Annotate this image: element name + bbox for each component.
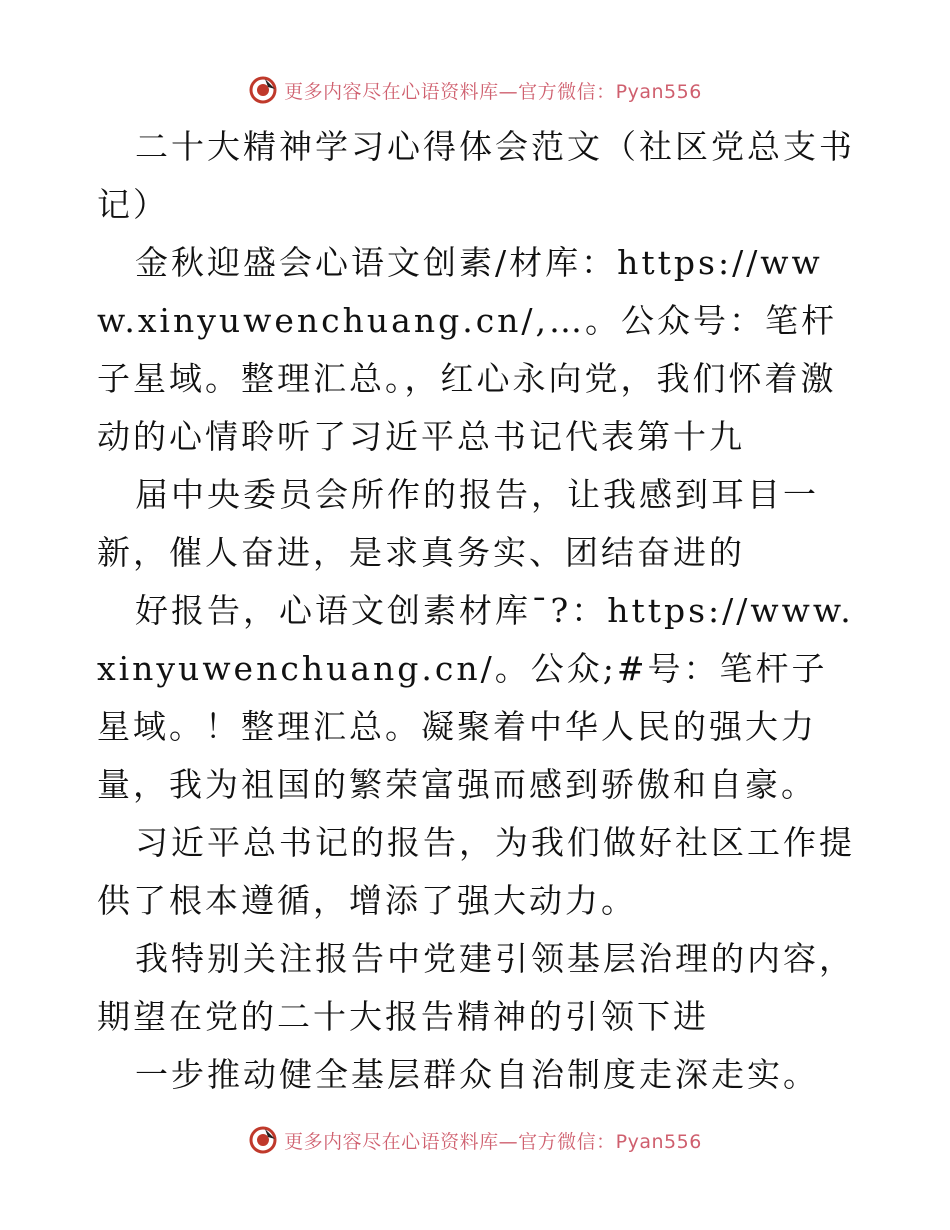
paragraph-4: 习近平总书记的报告，为我们做好社区工作提供了根本遵循，增添了强大动力。 bbox=[97, 823, 855, 920]
paragraph-1: 金秋迎盛会心语文创素/材库：https://www.xinyuwenchuang.cn/,…。公众号：笔杆子星域。整理汇总。，红心永向党，我们怀着激动的心情聆听了习近平总书记代表第十九 bbox=[97, 243, 838, 456]
paragraph-6: 一步推动健全基层群众自治制度走深走实。 bbox=[135, 1055, 819, 1094]
paragraph-3: 好报告，心语文创素材库¯?：https://www.xinyuwenchuang.cn/。公众;#号：笔杆子星域。！整理汇总。凝聚着中华人民的强大力量，我为祖国的繁荣富强而感到骄傲和自豪。 bbox=[97, 591, 854, 804]
brand-logo-icon bbox=[248, 1125, 278, 1155]
document-body bbox=[97, 118, 857, 1104]
footer-banner bbox=[0, 1120, 950, 1160]
footer-banner-text: 更多内容尽在心语资料库—官方微信：Pyan556 bbox=[284, 1130, 702, 1153]
header-banner-text: 更多内容尽在心语资料库—官方微信：Pyan556 bbox=[284, 80, 702, 103]
header-banner bbox=[0, 70, 950, 110]
document-title: 二十大精神学习心得体会范文（社区党总支书记） bbox=[97, 127, 855, 224]
paragraph-5: 我特别关注报告中党建引领基层治理的内容，期望在党的二十大报告精神的引领下进 bbox=[97, 939, 855, 1036]
brand-logo-icon bbox=[248, 75, 278, 105]
paragraph-2: 届中央委员会所作的报告，让我感到耳目一新，催人奋进，是求真务实、团结奋进的 bbox=[97, 475, 819, 572]
